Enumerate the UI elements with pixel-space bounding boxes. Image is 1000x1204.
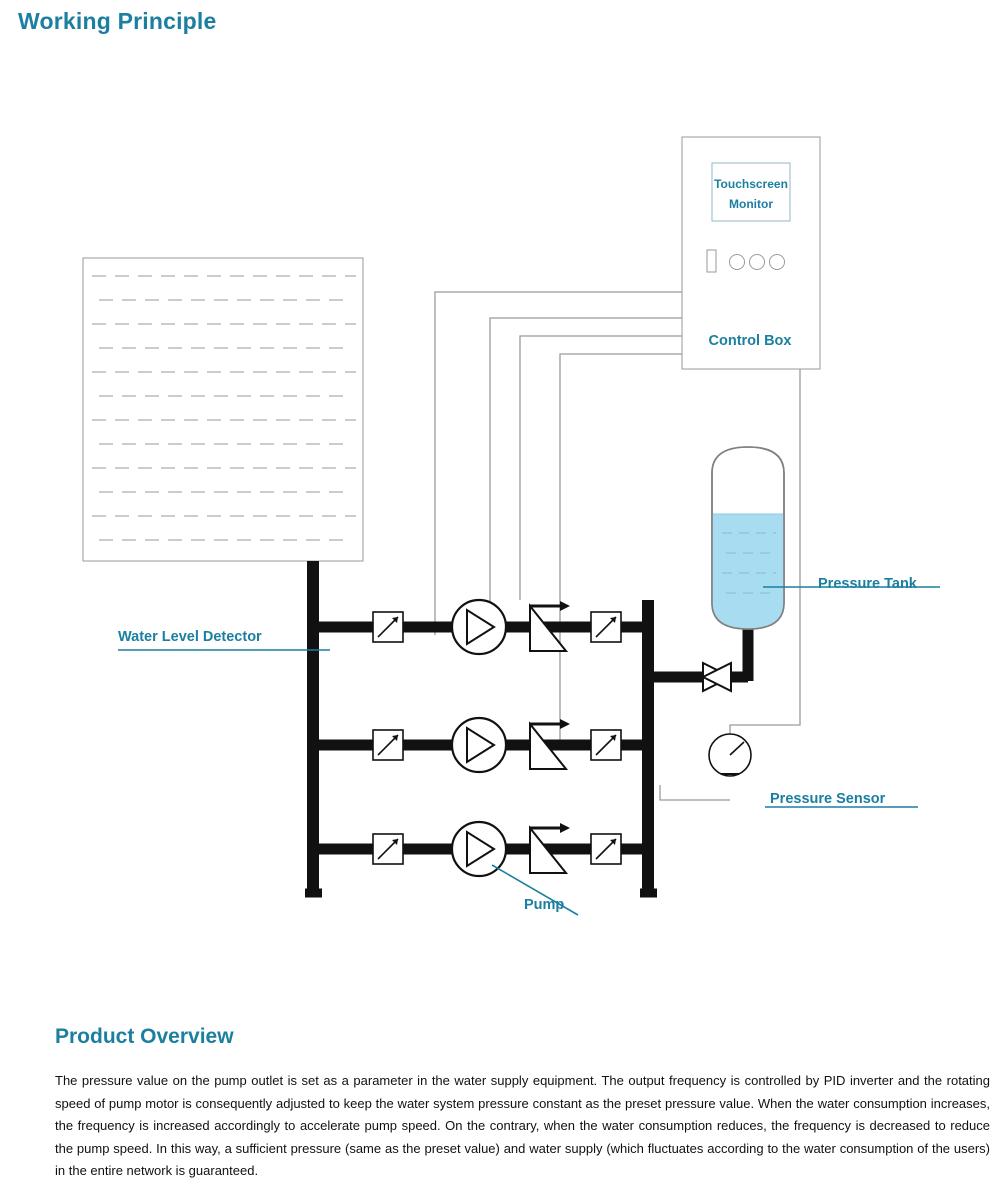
inlet-valve-3 — [373, 834, 403, 864]
water-reservoir — [83, 258, 363, 561]
control-box-label: Control Box — [708, 333, 792, 349]
indicator-light-1-icon — [730, 255, 745, 270]
pump-group — [452, 600, 506, 876]
pressure-tank-label: Pressure Tank — [818, 576, 917, 592]
outlet-valves — [591, 612, 621, 864]
outlet-valve-3 — [591, 834, 621, 864]
touchscreen-label-line2: Monitor — [729, 197, 773, 211]
inlet-valve-2 — [373, 730, 403, 760]
pipework — [305, 561, 748, 893]
switch-icon — [707, 250, 716, 272]
outlet-valve-1 — [591, 612, 621, 642]
pump-label: Pump — [524, 897, 565, 913]
pressure-tank — [712, 447, 784, 629]
inlet-valves — [373, 612, 403, 864]
product-overview-title: Product Overview — [55, 1025, 234, 1048]
control-box — [682, 137, 820, 369]
product-overview-body: The pressure value on the pump outlet is set as a parameter in the water supply equipment. The output frequency is controlled by PID inverter and the rotating speed of pump motor is consequently adjusted to keep the water system pressure constant as the preset pressure value. When the water consumption increases, the frequency is increased accordingly to accelerate pump speed. On the contrary, when the water consumption reduces, the frequency is decreased to reduce the pump speed. In this way, a sufficient pressure (same as the preset value) and water supply (which fluctuates according to the water consumption of the users) in the entire network is guaranteed. — [55, 1073, 990, 1178]
working-principle-diagram — [0, 55, 1000, 985]
pressure-tank-valve — [703, 663, 731, 691]
outlet-valve-2 — [591, 730, 621, 760]
water-level-detector-label: Water Level Detector — [118, 629, 262, 645]
inlet-valve-1 — [373, 612, 403, 642]
touchscreen-label-line1: Touchscreen — [714, 177, 788, 191]
pressure-sensor — [709, 734, 751, 776]
page-title: Working Principle — [18, 8, 217, 34]
touchscreen-monitor — [712, 163, 790, 221]
pressure-sensor-label: Pressure Sensor — [770, 791, 886, 807]
indicator-light-3-icon — [770, 255, 785, 270]
check-valves — [530, 601, 570, 873]
indicator-light-2-icon — [750, 255, 765, 270]
